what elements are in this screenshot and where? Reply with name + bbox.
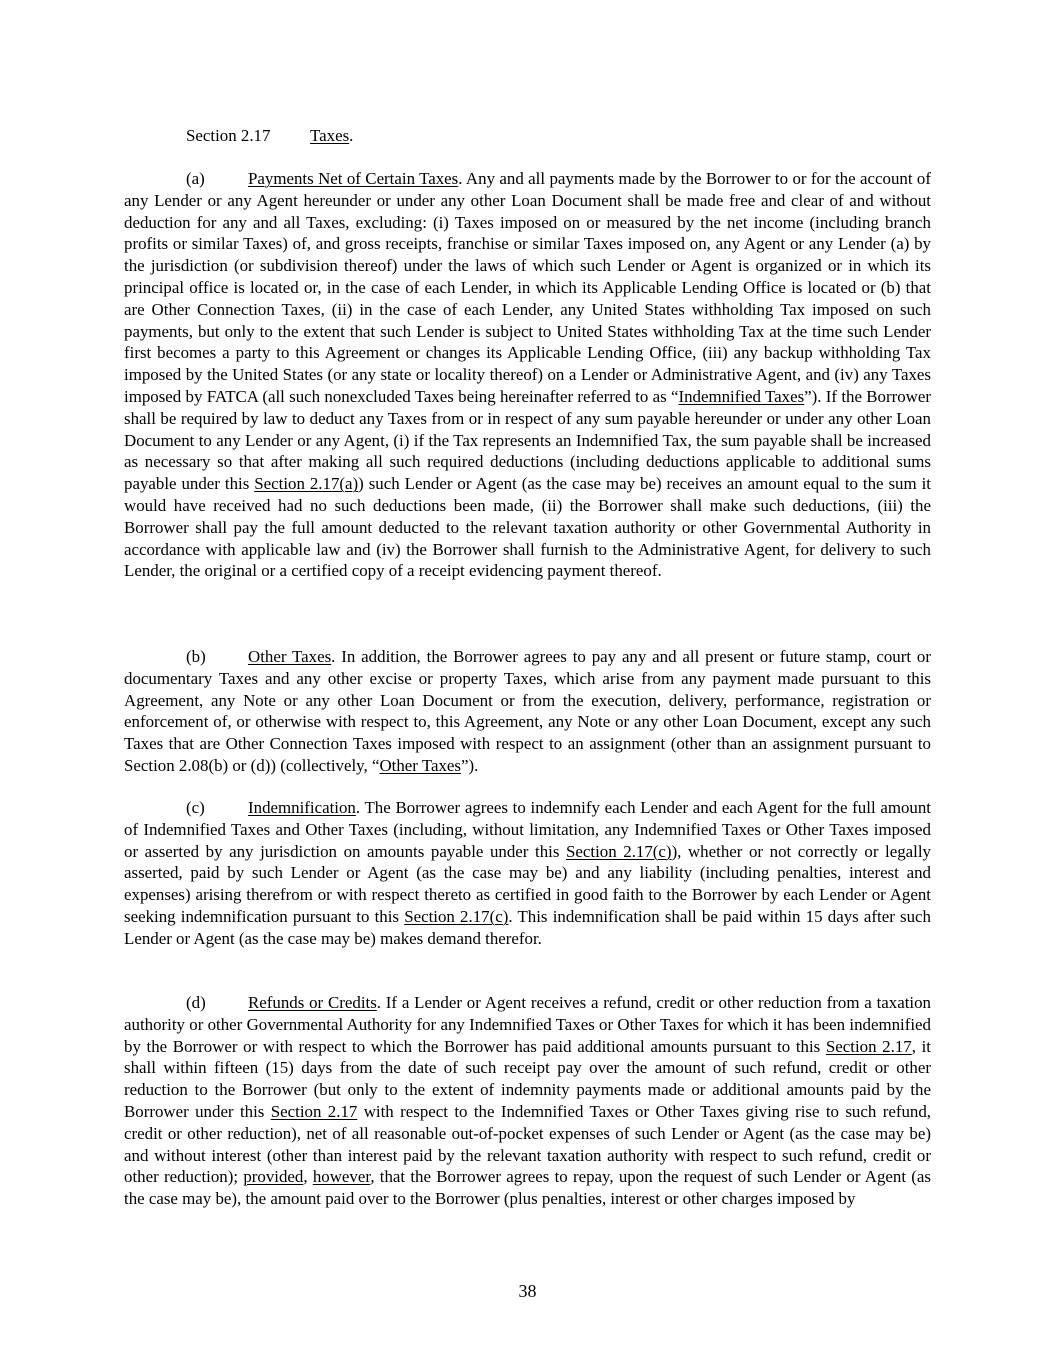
section-reference: Section 2.17(c) (566, 841, 672, 861)
paragraph-label: (c) (186, 798, 205, 817)
paragraph-label: (b) (186, 647, 206, 666)
section-title: Taxes (310, 126, 350, 145)
section-heading (186, 125, 353, 147)
paragraph-text: , that the Borrower agrees to repay, upon the request of such Lender or Agent (as the case may be), the amount paid over to the Borrower (plus penalties, interest or other charges imposed by (124, 1167, 931, 1209)
paragraph-d (124, 992, 931, 1210)
paragraph-heading: Payments Net of Certain Taxes (248, 169, 459, 188)
paragraph-heading: Other Taxes (248, 647, 332, 666)
paragraph-heading: Refunds or Credits (248, 993, 377, 1012)
proviso-term: however (312, 1167, 371, 1187)
defined-term: Indemnified Taxes (678, 386, 805, 406)
section-reference: Section 2.17(c) (404, 906, 509, 926)
section-title-period: . (349, 126, 354, 145)
section-reference: Section 2.17 (270, 1101, 358, 1121)
paragraph-text: , it shall within fifteen (15) days from the date of such receipt pay over the amount of such refund, credit or other reduction to the Borrower (but only to the extent of indemnity payments made or additional amounts paid by the Borrower under this (124, 1036, 931, 1121)
paragraph-text: with respect to the Indemnified Taxes or Other Taxes giving rise to such refund, credit or other reduction), net of all reasonable out-of-pocket expenses of such Lender or Agent (as the case may be) and without interest (other than interest paid by the relevant taxation authority with respect to such refund, credit or other reduction); (124, 1101, 931, 1187)
paragraph-heading: Indemnification (248, 798, 356, 817)
paragraph-text: , (303, 1167, 313, 1187)
paragraph-text: ), whether or not correctly or legally asserted, paid by such Lender or Agent (as the case may be) and any liability (including penalties, interest and expenses) arising therefrom or with respect thereto as certified in good faith to the Borrower by each Lender or Agent seeking indemnification pursuant to this (124, 841, 931, 926)
paragraph-text: . This indemnification shall be paid within 15 days after such Lender or Agent (as the case may be) makes demand therefor. (124, 906, 931, 948)
paragraph-label: (a) (186, 169, 205, 188)
defined-term: Other Taxes (379, 755, 461, 775)
paragraph-text: ) such Lender or Agent (as the case may be) receives an amount equal to the sum it would have received had no such deductions been made, (ii) the Borrower shall make such deductions, (iii) the Borrower shall pay the full amount deducted to the relevant taxation authority or other Governmental Authority in accordance with applicable law and (iv) the Borrower shall furnish to the Administrative Agent, for delivery to such Lender, the original or a certified copy of a receipt evidencing payment thereof. (124, 474, 931, 581)
page-number: 38 (518, 1281, 537, 1301)
paragraph-a (124, 168, 931, 582)
section-reference: Section 2.17(a) (254, 474, 359, 494)
paragraph-c (124, 797, 931, 950)
paragraph-text: ”). (461, 755, 479, 775)
paragraph-b (124, 646, 931, 777)
proviso-term: provided (243, 1167, 304, 1187)
paragraph-label: (d) (186, 993, 206, 1012)
section-reference: Section 2.17 (825, 1036, 912, 1056)
section-number: Section 2.17 (186, 126, 271, 145)
paragraph-text: . In addition, the Borrower agrees to pay any and all present or future stamp, court or documentary Taxes and any other excise or property Taxes, which arise from any payment made pursuant to this Agreement, any Note or any other Loan Document or from the execution, delivery, performance, registration or enforcement of, or otherwise with respect to, this Agreement, any Note or any other Loan Document, except any such Taxes that are Other Connection Taxes imposed with respect to an assignment (other than an assignment pursuant to Section 2.08(b) or (d)) (collectively, “ (124, 647, 931, 775)
paragraph-text: . The Borrower agrees to indemnify each Lender and each Agent for the full amount of Indemnified Taxes and Other Taxes (including, without limitation, any Indemnified Taxes or Other Taxes imposed or asserted by any jurisdiction on amounts payable under this (124, 798, 931, 861)
paragraph-text: ”). If the Borrower shall be required by law to deduct any Taxes from or in respect of any sum payable hereunder or under any other Loan Document to any Lender or any Agent, (i) if the Tax represents an Indemnified Tax, the sum payable shall be increased as necessary so that after making all such required deductions (including deductions applicable to additional sums payable under this (124, 386, 932, 494)
paragraph-text: . If a Lender or Agent receives a refund, credit or other reduction from a taxation authority or other Governmental Authority for any Indemnified Taxes or Other Taxes for which it has been indemnified by the Borrower or with respect to which the Borrower has paid additional amounts pursuant to this (124, 993, 931, 1056)
paragraph-text: . Any and all payments made by the Borrower to or for the account of any Lender or any Agent hereunder or under any other Loan Document shall be made free and clear of and without deduction for any and all Taxes, excluding: (i) Taxes imposed on or measured by the net income (including branch profits or similar Taxes) of, and gross receipts, franchise or similar Taxes imposed on, any Agent or any Lender (a) by the jurisdiction (or subdivision thereof) under the laws of which such Lender or Agent is organized or in which its principal office is located or, in the case of each Lender, in which its Applicable Lending Office is located or (b) that are Other Connection Taxes, (ii) in the case of each Lender, any United States withholding Tax imposed on such payments, but only to the extent that such Lender is subject to United States withholding Tax at the time such Lender first becomes a party to this Agreement or changes its Applicable Lending Office, (iii) any backup withholding Tax imposed by the United States (or any state or locality thereof) on a Lender or Administrative Agent, and (iv) any Taxes imposed by FATCA (all such nonexcluded Taxes being hereinafter referred to as “ (124, 169, 931, 406)
